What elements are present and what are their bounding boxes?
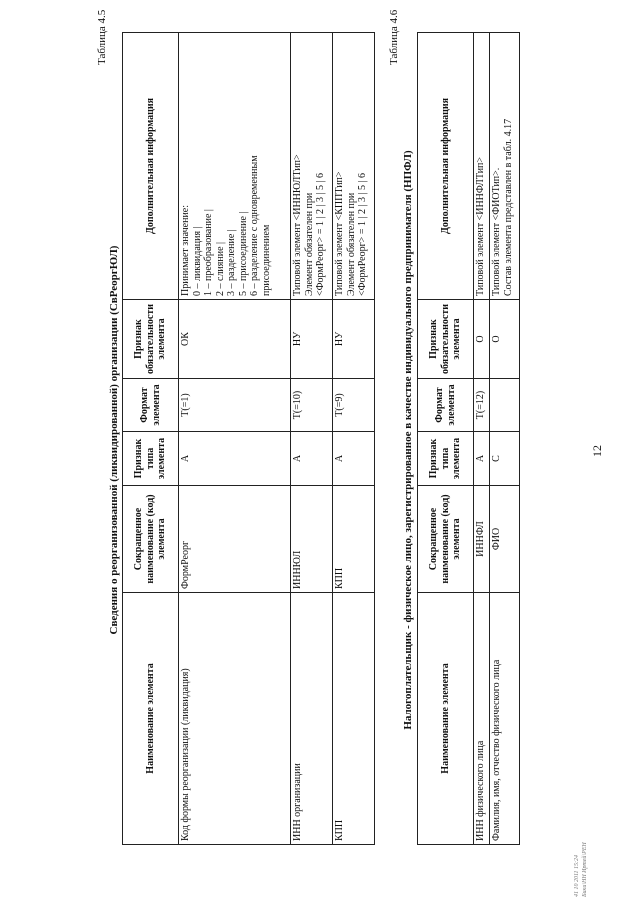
info-line: присоединением (260, 224, 272, 296)
element-required: О (490, 300, 520, 379)
element-required: О (474, 300, 490, 379)
table-title-4-5: Сведения о реорганизованной (ликвидированной) организации (СвРеоргЮЛ) (108, 245, 120, 635)
header-cell: Дополнительная информация (418, 33, 474, 300)
element-code: ИННФЛ (474, 486, 490, 593)
table-caption-4-6: Таблица 4.6 (388, 9, 400, 65)
info-line: 0 – ликвидация | (191, 226, 203, 296)
element-type: А (179, 432, 291, 486)
element-name: ИНН физического лица (474, 593, 490, 845)
table-header-row (123, 33, 179, 845)
element-format (490, 379, 520, 432)
info-line: Типовой элемент <КППТип> (334, 171, 345, 296)
table-row (333, 33, 375, 845)
info-line: <ФормРеорг> = 1 | 2 | 3 | 5 | 6 (357, 173, 368, 296)
header-cell: Сокращенное наименование (код) элемента (418, 486, 474, 593)
table-caption-4-5: Таблица 4.5 (96, 9, 108, 65)
element-info (490, 33, 520, 300)
info-line: 1 – преобразование | (203, 209, 214, 296)
header-cell: Наименование элемента (418, 593, 474, 845)
table-title-4-6: Налогоплательщик - физическое лицо, зарегистрированное в качестве индивидуального предпринимателя (НПФЛ) (402, 150, 414, 730)
info-line: Типовой элемент <ФИОТип>. (491, 167, 502, 296)
element-name: Фамилия, имя, отчество физического лица (490, 593, 520, 845)
info-line: Типовой элемент <ИННЮЛТип> (292, 154, 303, 296)
element-type: А (333, 432, 375, 486)
element-type: А (474, 432, 490, 486)
element-name: ИНН организации (291, 593, 333, 845)
table-header-row (418, 33, 474, 845)
info-line: 5 – присоединение | (237, 211, 249, 296)
header-cell: Признак обязательности элемента (123, 300, 179, 379)
file-stamp-line: 41 10 2011 15:24 (574, 854, 580, 897)
element-code: ФИО (490, 486, 520, 593)
element-info (474, 33, 490, 300)
header-cell: Сокращенное наименование (код) элемента (123, 486, 179, 593)
element-format: T(=10) (291, 379, 333, 432)
info-line: Элемент обязателен при (303, 192, 315, 296)
header-cell: Формат элемента (418, 379, 474, 432)
info-line: 2 – слияние | (214, 241, 226, 296)
element-format: T(=9) (333, 379, 375, 432)
element-format: T(=1) (179, 379, 291, 432)
file-stamp-line: Бики\НН Иртей\РЕН (582, 842, 588, 897)
table-4-6 (417, 32, 520, 845)
table-row (490, 33, 520, 845)
table-row (179, 33, 291, 845)
info-line: Принимает значение: (180, 204, 191, 296)
table-row (291, 33, 333, 845)
element-type: С (490, 432, 520, 486)
element-info (291, 33, 333, 300)
element-info (333, 33, 375, 300)
page-number: 12 (590, 445, 604, 457)
element-code: КПП (333, 486, 375, 593)
info-line: Элемент обязателен при (345, 192, 357, 296)
info-line: Типовой элемент <ИННФЛТип> (475, 156, 486, 296)
header-cell: Признак типа элемента (418, 432, 474, 486)
element-name: КПП (333, 593, 375, 845)
info-line: Состав элемента представлен в табл. 4.17 (502, 118, 514, 296)
element-name: Код формы реорганизации (ликвидация) (179, 593, 291, 845)
table-row (474, 33, 490, 845)
header-cell: Наименование элемента (123, 593, 179, 845)
table-4-5 (122, 32, 375, 845)
header-cell: Признак типа элемента (123, 432, 179, 486)
element-required: ОК (179, 300, 291, 379)
info-line: 6 – разделение с одновременным (249, 155, 260, 296)
header-cell: Признак обязательности элемента (418, 300, 474, 379)
info-line: 3 – разделение | (226, 229, 237, 296)
header-cell: Дополнительная информация (123, 33, 179, 300)
element-required: НУ (291, 300, 333, 379)
info-line: <ФормРеорг> = 1 | 2 | 3 | 5 | 6 (315, 173, 326, 296)
element-info (179, 33, 291, 300)
element-required: НУ (333, 300, 375, 379)
element-format: T(=12) (474, 379, 490, 432)
element-code: ИННЮЛ (291, 486, 333, 593)
header-cell: Формат элемента (123, 379, 179, 432)
element-type: А (291, 432, 333, 486)
element-code: ФормРеорг (179, 486, 291, 593)
